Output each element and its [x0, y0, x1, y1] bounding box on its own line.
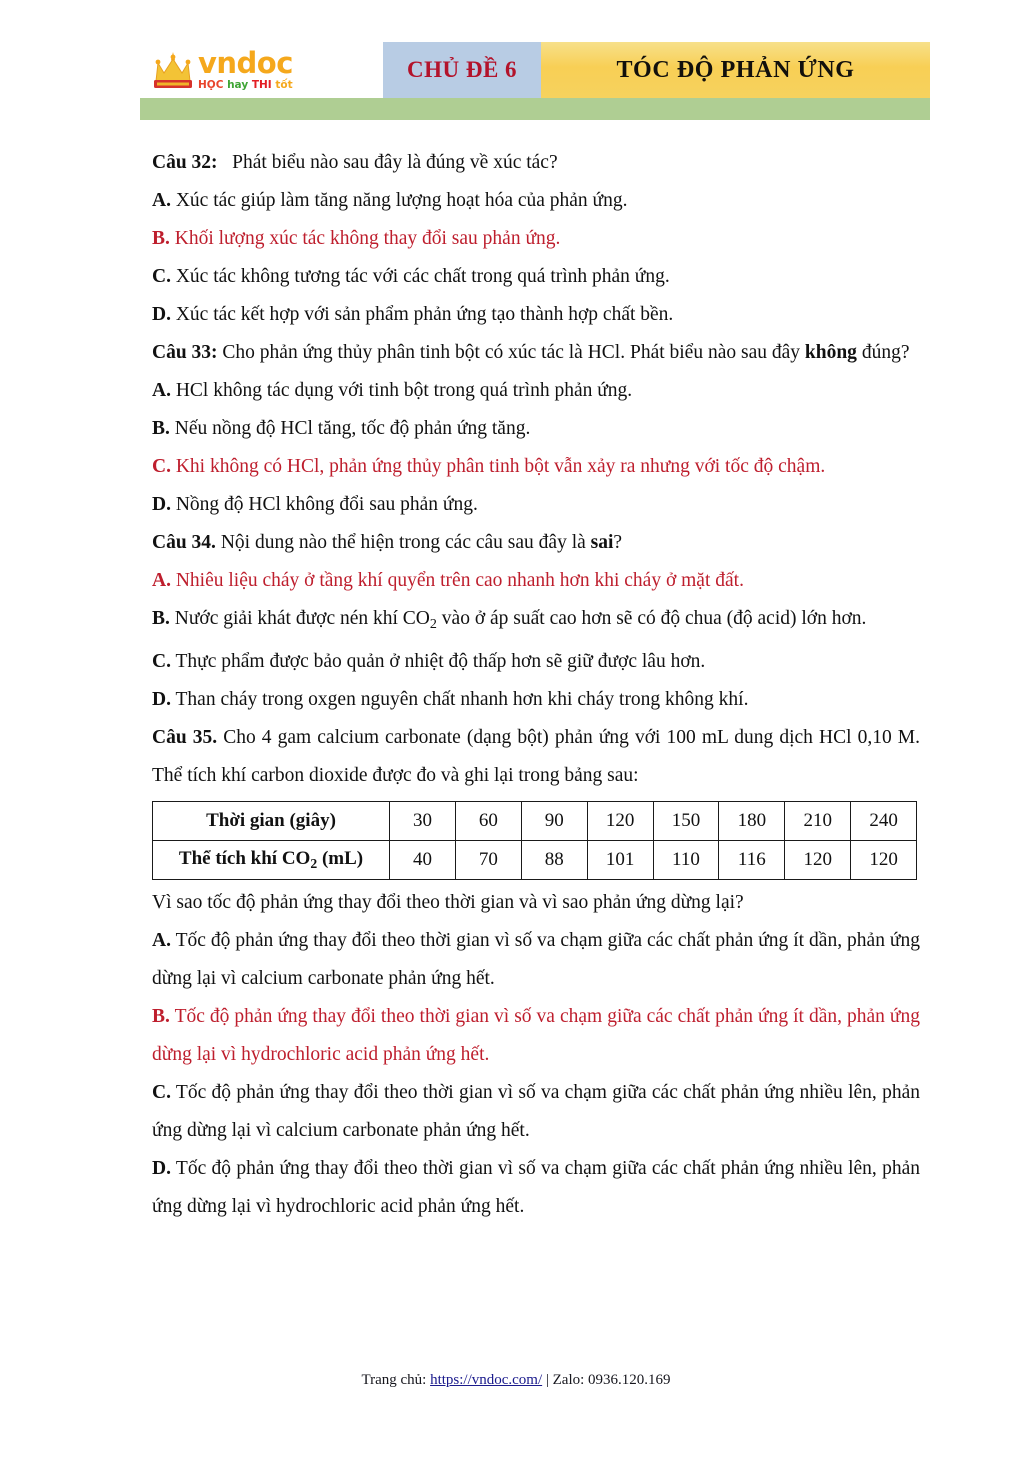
option-cau34-c	[152, 643, 920, 681]
question-number-cau35: Câu 35.	[152, 726, 218, 748]
option-label-cau32-a: A.	[152, 190, 171, 211]
co2-volume-table-wrapper	[152, 801, 917, 880]
option-label-cau34-a: A.	[152, 570, 171, 591]
logo-tagline-tot: tốt	[275, 79, 293, 92]
page-header	[140, 0, 930, 134]
option-text-cau33-a: HCl không tác dụng với tinh bột trong quá trình phản ứng.	[175, 380, 633, 401]
table-rowhead-volume-before: Thể tích khí CO	[178, 848, 311, 869]
question-text-cau32: Phát biểu nào sau đây là đúng về xúc tác?	[232, 152, 558, 173]
table-cell-time-3: 90	[521, 801, 587, 840]
logo-tagline-hoc: HỌC	[198, 79, 224, 92]
option-text-cau34-d: Than cháy trong oxgen nguyên chất nhanh hơn khi cháy trong không khí.	[175, 688, 749, 710]
option-text-cau34-b-before: Nước giải khát được nén khí CO	[174, 608, 430, 629]
table-cell-time-7: 210	[785, 801, 851, 840]
footer-website-link[interactable]: https://vndoc.com/	[430, 1372, 543, 1388]
option-cau33-b	[152, 410, 920, 448]
option-text-cau35-b: Tốc độ phản ứng thay đổi theo thời gian vì số va chạm giữa các chất phản ứng ít dần, phản ứng dừng lại vì hydrochloric acid phản ứng hết.	[152, 1005, 920, 1065]
option-text-cau35-a: Tốc độ phản ứng thay đổi theo thời gian vì số va chạm giữa các chất phản ứng ít dần, phản ứng dừng lại vì calcium carbonate phản ứng hết.	[152, 929, 920, 989]
table-cell-volume-3: 88	[521, 840, 587, 879]
table-cell-volume-6: 116	[719, 840, 785, 879]
question-text-cau33-part2: đúng?	[856, 342, 910, 363]
question-stem-cau35	[152, 719, 920, 795]
page-title: TÓC ĐỘ PHẢN ỨNG	[616, 56, 855, 83]
option-text-cau34-b-subscript: 2	[429, 615, 437, 632]
logo-tagline-hay: hay	[227, 79, 249, 92]
option-cau33-a	[152, 372, 920, 410]
question-text-cau35: Cho 4 gam calcium carbonate (dạng bột) phản ứng với 100 mL dung dịch HCl 0,10 M. Thể tích khí carbon dioxide được đo và ghi lại trong bảng sau:	[152, 726, 921, 786]
table-cell-time-5: 150	[653, 801, 719, 840]
table-rowhead-time: Thời gian (giây)	[153, 801, 390, 840]
table-rowhead-volume-after: (mL)	[317, 848, 364, 869]
option-label-cau34-b: B.	[152, 608, 170, 629]
question-stem-cau32	[152, 144, 920, 182]
option-label-cau35-d: D.	[152, 1157, 171, 1179]
table-cell-time-6: 180	[719, 801, 785, 840]
table-cell-volume-1: 40	[390, 840, 456, 879]
option-text-cau34-c: Thực phẩm được bảo quản ở nhiệt độ thấp hơn sẽ giữ được lâu hơn.	[175, 650, 706, 672]
table-rowhead-volume	[153, 840, 390, 879]
option-cau35-d	[152, 1150, 920, 1226]
option-label-cau32-b: B.	[152, 228, 170, 249]
option-text-cau35-c: Tốc độ phản ứng thay đổi theo thời gian vì số va chạm giữa các chất phản ứng nhiều lên, phản ứng dừng lại vì calcium carbonate phản ứng hết.	[152, 1081, 920, 1141]
footer-suffix: | Zalo: 0936.120.169	[542, 1372, 671, 1388]
header-banner-row	[140, 42, 930, 98]
table-cell-time-8: 240	[851, 801, 917, 840]
question-text-cau34-emphasis: sai	[590, 532, 614, 553]
option-cau32-b	[152, 220, 920, 258]
logo-tagline	[198, 80, 293, 91]
footer-prefix: Trang chủ:	[361, 1372, 431, 1388]
option-cau32-d	[152, 296, 920, 334]
header-green-divider	[140, 98, 930, 120]
option-cau35-c	[152, 1074, 920, 1150]
option-cau33-d	[152, 486, 920, 524]
question-followup-cau35: Vì sao tốc độ phản ứng thay đổi theo thời gian và vì sao phản ứng dừng lại?	[152, 891, 744, 913]
table-cell-time-2: 60	[455, 801, 521, 840]
option-text-cau34-a: Nhiêu liệu cháy ở tầng khí quyển trên cao nhanh hơn khi cháy ở mặt đất.	[175, 570, 744, 591]
option-text-cau32-b: Khối lượng xúc tác không thay đổi sau phản ứng.	[174, 228, 561, 249]
topic-title-banner	[541, 42, 930, 98]
option-cau32-c	[152, 258, 920, 296]
topic-badge	[383, 42, 541, 98]
option-text-cau33-c: Khi không có HCl, phản ứng thủy phân tinh bột vẫn xảy ra nhưng với tốc độ chậm.	[175, 456, 826, 477]
option-cau34-b	[152, 600, 920, 643]
option-label-cau35-a: A.	[152, 929, 171, 951]
question-text-cau34-part2: ?	[613, 532, 623, 553]
table-row-time	[153, 801, 917, 840]
option-text-cau34-b-after: vào ở áp suất cao hơn sẽ có độ chua (độ acid) lớn hơn.	[436, 608, 867, 629]
option-label-cau35-c: C.	[152, 1081, 171, 1103]
table-cell-volume-5: 110	[653, 840, 719, 879]
option-label-cau33-d: D.	[152, 494, 171, 515]
option-cau32-a	[152, 182, 920, 220]
site-logo	[140, 42, 383, 98]
table-cell-volume-7: 120	[785, 840, 851, 879]
option-label-cau33-c: C.	[152, 456, 171, 477]
page-footer	[0, 1372, 1032, 1389]
logo-tagline-thi: THI	[251, 79, 272, 92]
question-number-cau34: Câu 34.	[152, 532, 216, 553]
option-text-cau32-d: Xúc tác kết hợp với sản phẩm phản ứng tạo thành hợp chất bền.	[175, 304, 674, 325]
crown-logo-icon	[152, 51, 194, 91]
option-label-cau34-c: C.	[152, 650, 171, 672]
option-label-cau35-b: B.	[152, 1005, 170, 1027]
option-text-cau32-a: Xúc tác giúp làm tăng năng lượng hoạt hóa của phản ứng.	[175, 190, 628, 211]
table-cell-volume-4: 101	[587, 840, 653, 879]
question-stem-cau33	[152, 334, 920, 372]
option-text-cau33-d: Nồng độ HCl không đổi sau phản ứng.	[175, 494, 478, 515]
table-row-volume	[153, 840, 917, 879]
co2-volume-table	[152, 801, 917, 880]
option-text-cau33-b: Nếu nồng độ HCl tăng, tốc độ phản ứng tăng.	[174, 418, 531, 439]
table-cell-volume-8: 120	[851, 840, 917, 879]
topic-badge-label: CHỦ ĐỀ 6	[406, 57, 518, 82]
question-stem-cau34	[152, 524, 920, 562]
option-text-cau35-d: Tốc độ phản ứng thay đổi theo thời gian vì số va chạm giữa các chất phản ứng nhiều lên, phản ứng dừng lại vì hydrochloric acid phản ứng hết.	[152, 1157, 920, 1217]
option-cau34-d	[152, 681, 920, 719]
option-cau35-a	[152, 922, 920, 998]
option-cau34-a	[152, 562, 920, 600]
option-cau35-b	[152, 998, 920, 1074]
table-cell-time-4: 120	[587, 801, 653, 840]
document-content-lower	[152, 884, 920, 1226]
table-rowhead-volume-subscript: 2	[310, 855, 318, 871]
table-cell-time-1: 30	[390, 801, 456, 840]
option-label-cau33-a: A.	[152, 380, 171, 401]
logo-wordmark: vndoc	[198, 46, 293, 81]
option-cau33-c	[152, 448, 920, 486]
option-label-cau32-d: D.	[152, 304, 171, 325]
table-cell-volume-2: 70	[455, 840, 521, 879]
option-label-cau32-c: C.	[152, 266, 171, 287]
question-number-cau33: Câu 33:	[152, 342, 218, 363]
document-content	[152, 134, 920, 795]
question-text-cau33-emphasis: không	[804, 342, 857, 363]
option-label-cau34-d: D.	[152, 688, 171, 710]
question-text-cau34-part1: Nội dung nào thể hiện trong các câu sau đây là	[220, 532, 591, 553]
option-text-cau32-c: Xúc tác không tương tác với các chất trong quá trình phản ứng.	[175, 266, 670, 287]
option-label-cau33-b: B.	[152, 418, 170, 439]
question-number-cau32: Câu 32:	[152, 152, 218, 173]
question-text-cau33-part1: Cho phản ứng thủy phân tinh bột có xúc tác là HCl. Phát biểu nào sau đây	[222, 342, 805, 363]
